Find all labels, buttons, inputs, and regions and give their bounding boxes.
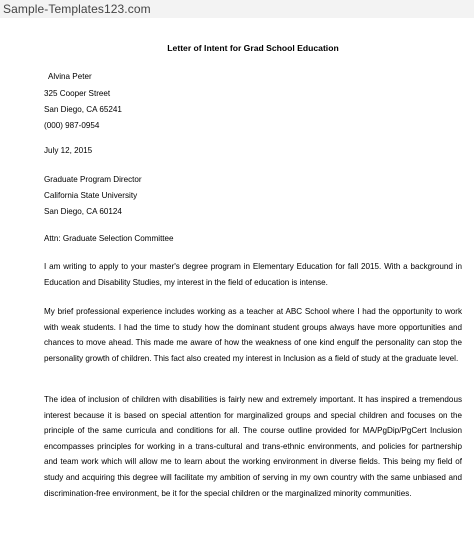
sender-phone: (000) 987-0954 <box>44 121 100 130</box>
paragraph <box>44 392 462 501</box>
watermark: Sample-Templates123.com <box>3 2 151 16</box>
sender-city: San Diego, CA 65241 <box>44 105 122 114</box>
document-page <box>0 18 474 550</box>
paragraph-text: The idea of inclusion of children with disabilities is fairly new and extremely important. It has inspired a tremendous interest because it is based on special attention for marginalized groups and special children and focuses on the principle of the same curricula and conditions for all. The course outline provided for MA/PgDip/PgCert Inclusion encompasses principles for working in a trans-cultural and trans-ethnic environments, and policies for partnership and team work which will allow me to learn about the working environment in diverse fields. This being my field of study and acquiring this degree will facilitate my ambition of serving in my own country with the same unbiased and discrimination-free environment, be it for the special children or the marginalized minority communities. <box>44 395 462 498</box>
letter-date: July 12, 2015 <box>44 146 93 155</box>
sender-name: Alvina Peter <box>48 72 92 81</box>
recipient-title: Graduate Program Director <box>44 175 142 184</box>
paragraph <box>44 304 462 366</box>
paragraph-text: I am writing to apply to your master's degree program in Elementary Education for fall 2015. With a background in Education and Disability Studies, my interest in the field of education is intense. <box>44 262 462 287</box>
recipient-city: San Diego, CA 60124 <box>44 207 122 216</box>
paragraph-text: My brief professional experience includes working as a teacher at ABC School where I had the opportunity to work with weak students. I had the time to study how the dominant student groups always have more opportunities and chances to move ahead. This made me aware of how the weakness of one kind engulf the personality can stop the personality growth of children. This fact also created my interest in Inclusion as a field of study at the graduate level. <box>44 307 462 363</box>
letter-title: Letter of Intent for Grad School Education <box>167 43 339 53</box>
sender-street: 325 Cooper Street <box>44 89 111 98</box>
paragraph <box>44 259 462 290</box>
recipient-institution: California State University <box>44 191 138 200</box>
attention-line: Attn: Graduate Selection Committee <box>44 234 174 243</box>
